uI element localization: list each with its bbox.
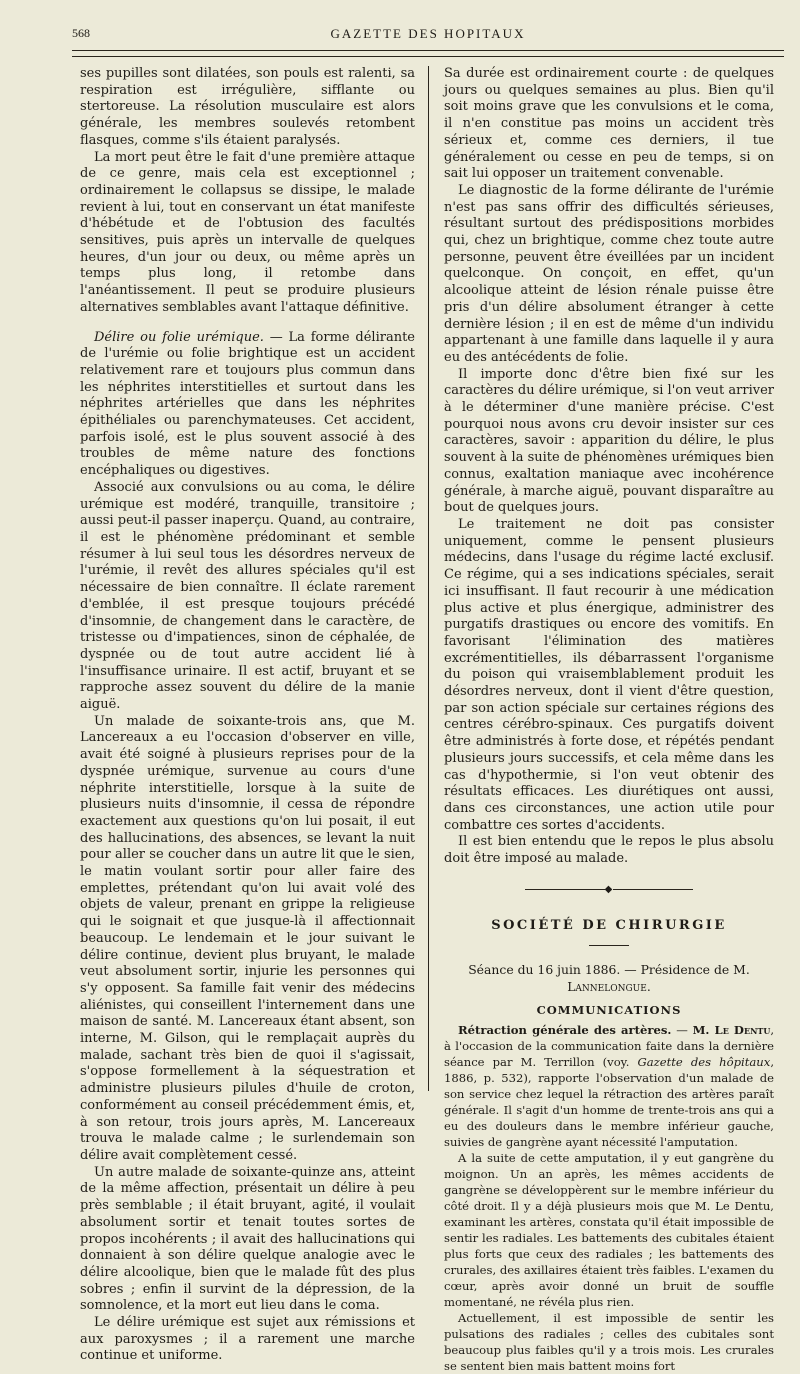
- page-header: [72, 26, 784, 46]
- paragraph: A la suite de cette amputation, il y eut gangrène du moignon. Un an après, les mêmes accidents de gangrène se développèrent sur le membre inférieur du côté droit. Il y a déjà plusieurs mois que M. Le Dentu, examinant les artères, constata qu'il était impossible de sentir les radiales. Les battements des cubitales étaient plus forts que ceux des radiales ; les battements des crurales, des axillaires étaient très faibles. L'examen du cœur, après avoir donné un bruit de souffle momentané, ne révéla plus rien.: [444, 1151, 774, 1310]
- article-text: , à l'occasion de la communication faite dans la dernière séance par M. Terrillon (voy.: [444, 1023, 774, 1070]
- page-number: 568: [72, 26, 90, 40]
- paragraph: ses pupilles sont dilatées, son pouls est ralenti, sa respiration est irrégulière, sifflante ou stertoreuse. La résolution musculaire est alors générale, les membres soulevés retombent flasques, comme s'ils étaient paralysés.: [80, 66, 415, 148]
- session-president: Lannelongue: [567, 978, 647, 994]
- section-heading-delire: Délire ou folie urémique.: [94, 329, 264, 345]
- article-speaker: M. Le Dentu: [692, 1023, 771, 1038]
- article-paragraph: [444, 1022, 774, 1150]
- paragraph: La mort peut être le fait d'une première attaque de ce genre, mais cela est exceptionnel ; ordinairement le collapsus se dissipe, le malade revient à lui, tout en conservant un état manifeste d'hébétude et de l'obtusion des facultés sensitives, puis après un intervalle de quelques heures, d'un jour ou deux, ou même après un temps plus long, il retombe dans l'anéantissement. Il peut se produire plusieurs alternatives semblables avant l'attaque définitive.: [80, 149, 415, 315]
- ornament-divider: ◆: [444, 882, 774, 899]
- article-dash: —: [671, 1023, 693, 1038]
- running-title: GAZETTE DES HOPITAUX: [330, 26, 526, 41]
- section-title: SOCIÉTÉ DE CHIRURGIE: [491, 918, 727, 934]
- paragraph: Le traitement ne doit pas consister uniquement, comme le pensent plusieurs médecins, dans l'usage du régime lacté exclusif. Ce régime, qui a ses indications spéciales, serait ici insuffisant. Il faut recourir à une médication plus active et plus énergique, administrer des purgatifs drastiques ou encore des vomitifs. En favorisant l'élimination des matières excrémentitielles, ils débarrassent l'organisme du poison qui vraisemblablement produit les désordres nerveux, dont il vient d'être question, par son action spéciale sur certaines régions des centres cérébro-spinaux. Ces purgatifs doivent être administrés à forte dose, et répétés pendant plusieurs jours successifs, et cela même dans les cas d'hypothermie, si l'on veut obtenir des résultats efficaces. Les diurétiques ont aussi, dans ces circonstances, une action utile pour combattre ces sortes d'accidents.: [444, 516, 774, 833]
- paragraph: Il est bien entendu que le repos le plus absolu doit être imposé au malade.: [444, 834, 774, 867]
- article-citation: Gazette des hôpitaux: [637, 1055, 771, 1070]
- header-rule-bottom: [72, 56, 784, 57]
- article-text-2: , 1886, p. 532), rapporte l'observation d'un malade de son service chez lequel la rétraction des artères paraît générale. Il s'agit d'un homme de trente-trois ans qui a eu des douleurs dans le membre inférieur gauche, suivies de gangrène ayant nécessité l'amputation.: [444, 1055, 774, 1150]
- paragraph: Un malade de soixante-trois ans, que M. Lancereaux a eu l'occasion d'observer en ville, avait été soigné à plusieurs reprises pour de la dyspnée urémique, survenue au cours d'une néphrite interstitielle, lorsque à la suite de plusieurs nuits d'insomnie, il cessa de répondre exactement aux questions qu'on lui posait, il eut des hallucinations, des absences, se levant la nuit pour aller se coucher dans un autre lit que le sien, le matin voulant sortir pour aller faire des emplettes, prétendant qu'on lui avait volé des objets de valeur, prenant en grippe la religieuse qui le soignait et que jusque-là il affectionnait beaucoup. Le lendemain et le jour suivant le délire continue, devient plus bruyant, le malade veut absolument sortir, injurie les personnes qui s'y opposent. Sa famille fait venir des médecins aliénistes, qui conseillent l'internement dans une maison de santé. M. Lancereaux étant absent, son interne, M. Gilson, qui le remplaçait auprès du malade, sachant très bien de quoi il s'agissait, s'oppose formellement à la séquestration et administre plusieurs pilules d'huile de croton, conformément au conseil précédemment émis, et, à son retour, trois jours après, M. Lancereaux trouva le malade calme ; le surlendemain son délire avait complètement cessé.: [80, 713, 415, 1163]
- paragraph: Actuellement, il est impossible de sentir les pulsations des radiales ; celles des cubitales sont beaucoup plus faibles qu'il y a trois mois. Les crurales se sentent bien mais battent moins fort: [444, 1311, 774, 1374]
- paragraph-delire: [80, 330, 415, 480]
- session-suffix: .: [646, 978, 651, 994]
- paragraph: Un autre malade de soixante-quinze ans, atteint de la même affection, présentait un délire à peu près semblable ; il était bruyant, agité, il voulait absolument sortir et tenait toutes sortes de propos incohérents ; il avait des hallucinations qui donnaient à son délire quelque analogie avec le délire alcoolique, bien que le malade fût des plus sobres ; enfin il survint de la dépression, de la somnolence, et la mort eut lieu dans le coma.: [80, 1164, 415, 1314]
- paragraph: Sa durée est ordinairement courte : de quelques jours ou quelques semaines au plus. Bien qu'il soit moins grave que les convulsions et le coma, il n'en constitue pas moins un accident très sérieux et, comme ces derniers, il tue généralement ou cesse en peu de temps, si on sait lui opposer un traitement convenable.: [444, 66, 774, 182]
- session-line: [444, 962, 774, 995]
- paragraph-text: — La forme délirante de l'urémie ou folie brightique est un accident relativement rare et toujours plus commun dans les néphrites interstitielles et surtout dans les néphrites artérielles que dans les néphrites épithéliales ou parenchymateuses. Cet accident, parfois isolé, est le plus souvent associé à des troubles de même nature des fonctions encéphaliques ou digestives.: [80, 329, 415, 479]
- left-column: [80, 66, 415, 1365]
- header-rule-top: [72, 50, 784, 51]
- right-column: [444, 66, 774, 1374]
- paragraph: Associé aux convulsions ou au coma, le délire urémique est modéré, tranquille, transitoire ; aussi peut-il passer inaperçu. Quand, au contraire, il est le phénomène prédominant et semble résumer à lui seul tous les désordres nerveux de l'urémie, il revêt des allures spéciales qu'il est nécessaire de bien connaître. Il éclate rarement d'emblée, il est presque toujours précédé d'insomnie, de changement dans le caractère, de tristesse ou d'impatiences, sinon de céphalée, de dyspnée ou de tout autre accident lié à l'insuffisance urinaire. Il est actif, bruyant et se rapproche assez souvent du délire de la manie aiguë.: [80, 479, 415, 713]
- session-prefix: Séance du 16 juin 1886. — Présidence de M.: [468, 962, 750, 978]
- paragraph: Le délire urémique est sujet aux rémissions et aux paroxysmes ; il a rarement une marche continue et uniforme.: [80, 1315, 415, 1364]
- article-title: Rétraction générale des artères.: [458, 1023, 672, 1038]
- paragraph: Il importe donc d'être bien fixé sur les caractères du délire urémique, si l'on veut arriver à le déterminer d'une manière précise. C'est pourquoi nous avons cru devoir insister sur ces caractères, savoir : apparition du délire, le plus souvent à la suite de phénomènes urémiques bien connus, exaltation maniaque avec incohérence générale, à marche aiguë, pouvant disparaître au bout de quelques jours.: [444, 366, 774, 516]
- section-rule: [589, 945, 629, 946]
- paragraph: Le diagnostic de la forme délirante de l'urémie n'est pas sans offrir des difficultés sérieuses, résultant surtout des prédispositions morbides qui, chez un brightique, comme chez toute autre personne, peuvent être éveillées par un incident quelconque. On conçoit, en effet, qu'un alcoolique atteint de lésion rénale puisse être pris d'un délire absolument étranger à cette dernière lésion ; il en est de même d'un individu appartenant à une famille dans laquelle il y aura eu des antécédents de folie.: [444, 182, 774, 365]
- column-divider: [428, 66, 429, 1091]
- communications-subhead: COMMUNICATIONS: [536, 1002, 682, 1017]
